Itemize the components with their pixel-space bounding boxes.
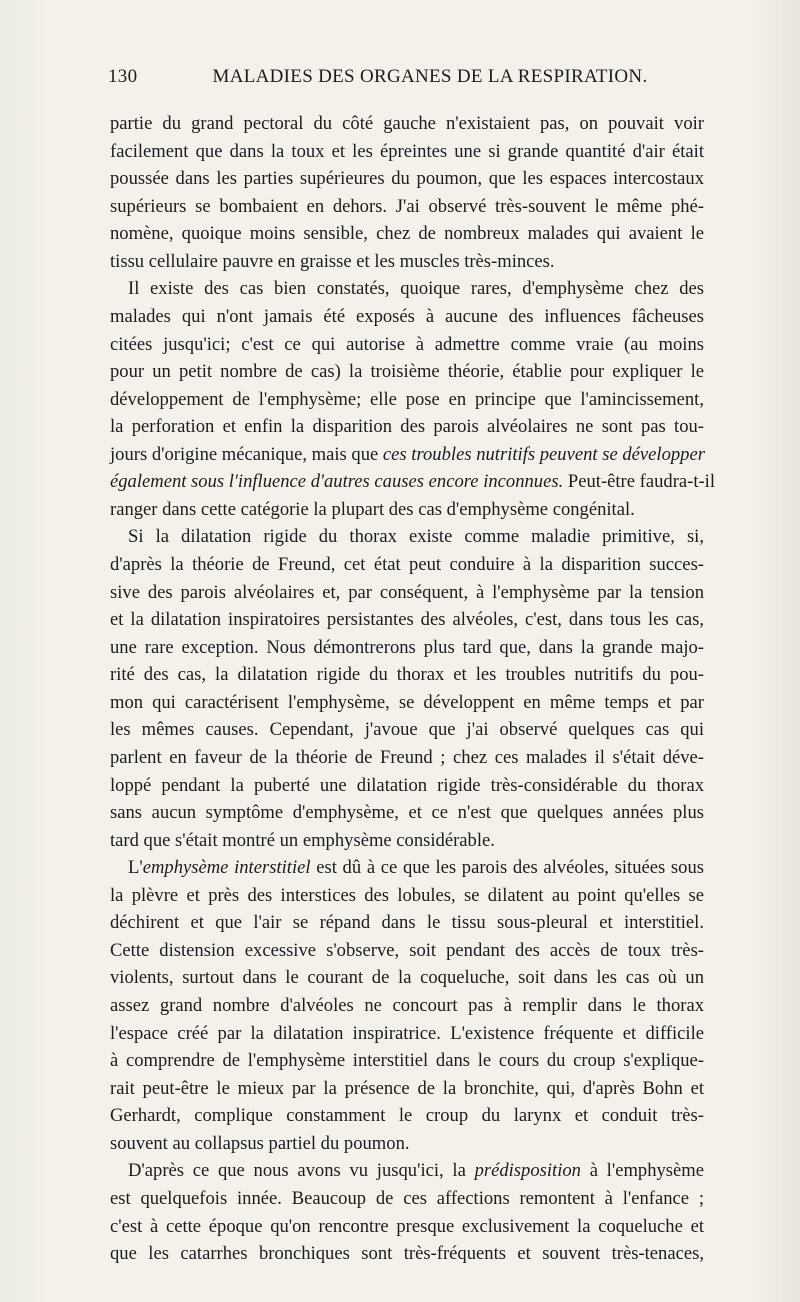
italic-phrase: ces troubles nutritifs peuvent se développer [382,443,705,465]
text-line: rité des cas, la dilatation rigide du thorax et les troubles nutritifs du pou- [110,664,704,686]
body-text [110,110,716,1268]
text-line: déchirent et que l'air se répand dans le tissu sous-pleural et interstitiel. [110,912,704,934]
text-line: sive des parois alvéolaires et, par conséquent, à l'emphysème par la tension [110,581,704,603]
text-line [110,854,704,882]
text-line [110,1157,704,1185]
text-line: supérieurs se bombaient en dehors. J'ai observé très-souvent le même phé- [110,195,704,217]
text-line: rait peut-être le mieux par la présence de la bronchite, qui, d'après Bohn et [110,1077,704,1099]
text-line [110,441,704,469]
text-line: est quelquefois innée. Beaucoup de ces affections remontent à l'enfance ; [110,1187,704,1209]
text-run: L' [128,857,143,879]
text-line: partie du grand pectoral du côté gauche n'existaient pas, on pouvait voir [110,113,704,134]
text-line: parlent en faveur de la théorie de Freund ; chez ces malades il s'était déve- [110,746,704,768]
text-line: que les catarrhes bronchiques sont très-fréquents et souvent très-tenaces, [110,1243,704,1265]
text-line: facilement que dans la toux et les épreintes une si grande quantité d'air était [110,140,704,162]
text-line: malades qui n'ont jamais été exposés à aucune des influences fâcheuses [110,305,704,327]
text-line: l'espace créé par la dilatation inspiratrice. L'existence fréquente et difficile [110,1022,704,1044]
text-line: une rare exception. Nous démontrerons plus tard que, dans la grande majo- [110,636,704,658]
italic-phrase: également sous l'influence d'autres causes encore inconnues. [110,471,564,493]
text-line: d'après la théorie de Freund, cet état peut conduire à la disparition succes- [110,554,704,575]
text-line: tard que s'était montré un emphysème considérable. [110,829,495,851]
text-line [110,468,716,496]
text-line: la plèvre et près des interstices des lobules, se dilatent au point qu'elles se [110,884,704,906]
text-line: Il existe des cas bien constatés, quoique rares, d'emphysème chez des [128,278,704,300]
text-line: poussée dans les parties supérieures du poumon, que les espaces intercostaux [110,168,704,190]
text-line: Gerhardt, complique constamment le croup du larynx et conduit très- [110,1105,704,1127]
italic-phrase: emphysème interstitiel [142,857,311,879]
text-run: D'après ce que nous avons vu jusqu'ici, la [128,1160,466,1182]
text-line: Si la dilatation rigide du thorax existe comme maladie primitive, si, [128,526,704,548]
text-line: sans aucun symptôme d'emphysème, et ce n'est que quelques années plus [110,802,704,824]
text-line: pour un petit nombre de cas) la troisième théorie, établie pour expliquer le [110,361,704,383]
text-line: mon qui caractérisent l'emphysème, se développent en même temps et par [110,691,704,713]
text-line: c'est à cette époque qu'on rencontre presque exclusivement la coqueluche et [110,1215,704,1237]
text-line: tissu cellulaire pauvre en graisse et les muscles très-minces. [110,250,555,272]
running-title: MALADIES DES ORGANES DE LA RESPIRATION. [212,66,648,87]
running-header [108,66,704,92]
text-line: nomène, quoique moins sensible, chez de nombreux malades qui avaient le [110,223,704,245]
text-line: souvent au collapsus partiel du poumon. [110,1132,410,1154]
text-line: ranger dans cette catégorie la plupart des cas d'emphysème congénital. [110,498,635,520]
text-line: la perforation et enfin la disparition des parois alvéolaires ne sont pas tou- [110,416,704,438]
italic-phrase: prédisposition [474,1160,581,1182]
text-line: violents, surtout dans le courant de la coqueluche, soit dans les cas où un [110,967,704,989]
text-line: à comprendre de l'emphysème interstitiel dans le cours du croup s'explique- [110,1050,704,1072]
text-run: à l'emphysème [589,1160,705,1182]
text-run: jours d'origine mécanique, mais que [110,443,379,465]
text-line: citées jusqu'ici; c'est ce qui autorise à admettre comme vraie (au moins [110,333,704,355]
text-line: Cette distension excessive s'observe, soit pendant des accès de toux très- [110,939,704,961]
text-line: assez grand nombre d'alvéoles ne concourt pas à remplir dans le thorax [110,995,704,1016]
text-run: est dû à ce que les parois des alvéoles, situées sous [316,857,704,879]
text-run: Peut-être faudra-t-il [567,471,716,493]
text-line: loppé pendant la puberté une dilatation rigide très-considérable du thorax [110,774,704,796]
page-number: 130 [108,66,138,87]
text-line: développement de l'emphysème; elle pose en principe que l'amincissement, [110,388,704,410]
text-line: les mêmes causes. Cependant, j'avoue que j'ai observé quelques cas qui [110,719,704,741]
text-line: et la dilatation inspiratoires persistantes des alvéoles, c'est, dans tous les cas, [110,609,704,631]
